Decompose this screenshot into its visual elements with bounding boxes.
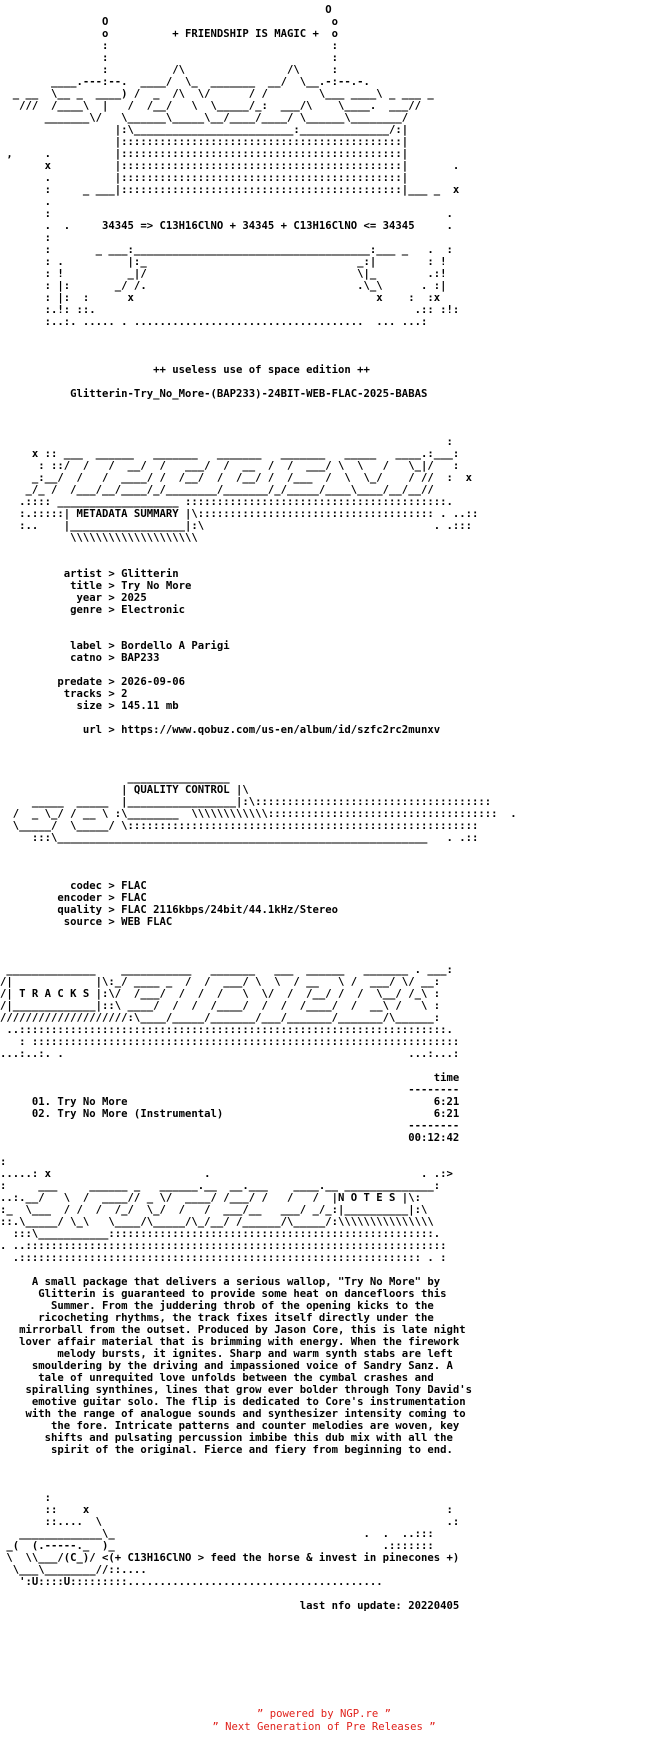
nfo-line: \\\\\\\\\\\\\\\\\\\\ (0, 532, 198, 544)
nfo-line: x :: ___ ______ _______ _______ _______ _____ ____.:___: (0, 448, 460, 460)
nfo-line: : |: : x x : :x (0, 292, 441, 304)
nfo-line: ____.---:--. ____/ \_ _______ __/ \__.-:--.-. (0, 76, 370, 88)
nfo-line: _( (.-----._ )_ .::::::: (0, 1540, 434, 1552)
nfo-line: .::::::::::::::::::::::::::::::::::::::::::::::::::::::::::::::: . : (0, 1252, 447, 1264)
nfo-line: quality > FLAC 2116kbps/24bit/44.1kHz/Stereo (0, 904, 339, 916)
nfo-line: with the range of analogue sounds and synthesizer intensity coming to (0, 1408, 466, 1420)
nfo-line: x |::::::::::::::::::::::::::::::::::::::::::::| . (0, 160, 460, 172)
nfo-line: spirit of the original. Fierce and fiery from beginning to end. (0, 1444, 453, 1456)
nfo-line: shifts and pulsating percussion imbibe this dub mix with all the (0, 1432, 453, 1444)
nfo-line: Summer. From the juddering throb of the opening kicks to the (0, 1300, 434, 1312)
nfo-line: : . (0, 208, 453, 220)
nfo-line: ________________ (0, 772, 230, 784)
nfo-line: time (0, 1072, 460, 1084)
nfo-line: :::\___________:::::::::::::::::::::::::::::::::::::::::::::::::::. (0, 1228, 441, 1240)
nfo-line: tale of unrequited love unfolds between the cymbal crashes and (0, 1372, 434, 1384)
nfo-line: codec > FLAC (0, 880, 147, 892)
nfo-line: _____ _____ |_________________|:\::::::::::::::::::::::::::::::::::::: (0, 796, 492, 808)
nfo-line: |::::::::::::::::::::::::::::::::::::::::::::| (0, 136, 409, 148)
nfo-line: A small package that delivers a serious wallop, "Try No More" by (0, 1276, 441, 1288)
nfo-line: ':U::::U:::::::::........................................ (0, 1576, 383, 1588)
nfo-line: _____________\_ . . ..::: (0, 1528, 434, 1540)
nfo-line: artist > Glitterin (0, 568, 179, 580)
nfo-line: ______________ ___________ _______ ___ ______ _______ . ___: (0, 964, 453, 976)
nfo-line: 01. Try No More 6:21 (0, 1096, 460, 1108)
nfo-line: , . |::::::::::::::::::::::::::::::::::::::::::::| (0, 148, 409, 160)
nfo-line: : ::::::::::::::::::::::::::::::::::::::::::::::::::::::::::::::::::: (0, 1036, 460, 1048)
nfo-line: : _ ___:_____________________________________:___ _ . : (0, 244, 453, 256)
nfo-line: -------- (0, 1120, 460, 1132)
nfo-line: genre > Electronic (0, 604, 185, 616)
nfo-line: :_ \___ / / / /_/ \_/ / / ___/__ ___/ _/_:|__________|:\ (0, 1204, 428, 1216)
nfo-line: \_____/ \_____/ \::::::::::::::::::::::::::::::::::::::::::::::::::::::: (0, 820, 479, 832)
nfo-line: ...:..:. . ...:...: (0, 1048, 460, 1060)
footer-powered-by[interactable]: ” powered by NGP.re ” (257, 1708, 391, 1720)
nfo-line: ..:::::::::::::::::::::::::::::::::::::::::::::::::::::::::::::::::::. (0, 1024, 453, 1036)
nfo-text-block (0, 4, 648, 1704)
nfo-line: O o (0, 16, 339, 28)
nfo-line: :..:. ..... . .................................... ... ...: (0, 316, 428, 328)
nfo-line: : ___ ______ _ ______.__ __.___ ____.__ ______________: (0, 1180, 441, 1192)
nfo-line: : . |:_ _:| : ! (0, 256, 447, 268)
nfo-line: -------- (0, 1084, 460, 1096)
nfo-line: the fore. Intricate patterns and counter melodies are woven, key (0, 1420, 460, 1432)
nfo-line: :::\__________________________________________________________ . .:: (0, 832, 479, 844)
nfo-line: :.!: ::. .:: :!: (0, 304, 460, 316)
nfo-line: :.:::::| METADATA SUMMARY |\::::::::::::::::::::::::::::::::::::: . ..:: (0, 508, 479, 520)
nfo-line: 00:12:42 (0, 1132, 460, 1144)
nfo-line: / _ \_/ / __ \ :\________ \\\\\\\\\\\\:::::::::::::::::::::::::::::::::::: . (0, 808, 517, 820)
nfo-line: Glitterin-Try_No_More-(BAP233)-24BIT-WEB-FLAC-2025-BABAS (0, 388, 428, 400)
nfo-line: : _ ___|::::::::::::::::::::::::::::::::::::::::::::|___ _ x (0, 184, 460, 196)
nfo-line: : (0, 436, 453, 448)
nfo-line: mirrorball from the outset. Produced by Jason Core, this is late night (0, 1324, 466, 1336)
nfo-line: _______\/ \______\_____\__/____/____/ \______\________/ (0, 112, 409, 124)
nfo-line: : ! _|/ \|_ .:! (0, 268, 447, 280)
nfo-line: | QUALITY CONTROL |\ (0, 784, 249, 796)
nfo-line: predate > 2026-09-06 (0, 676, 185, 688)
nfo-line: . |::::::::::::::::::::::::::::::::::::::::::::| (0, 172, 409, 184)
nfo-line: o + FRIENDSHIP IS MAGIC + o (0, 28, 339, 40)
nfo-line: url > https://www.qobuz.com/us-en/album/id/szfc2rc2munxv (0, 724, 441, 736)
nfo-line: . (0, 196, 52, 208)
nfo-line: ////////////////////:\____/_____/_______/___/_______/_______/\______: (0, 1012, 441, 1024)
nfo-line: lover affair material that is brimming with energy. When the firework (0, 1336, 460, 1348)
nfo-line: _/_ / /___/__/____/_/________/_______/_/_____/____\____/__/__// (0, 484, 434, 496)
nfo-line: /| T R A C K S |:\/ /___/ / / / \ \/ / /__/ / / \__/ /_\ : (0, 988, 441, 1000)
nfo-line: :: x : (0, 1504, 453, 1516)
nfo-line: \ \\___/(C_)/ <(+ C13H16ClNO > feed the horse & invest in pinecones +) (0, 1552, 460, 1564)
nfo-line: encoder > FLAC (0, 892, 147, 904)
nfo-line: : (0, 1492, 52, 1504)
nfo-line: : |: _/ /. .\_\ . :| (0, 280, 447, 292)
nfo-line: emotive guitar solo. The flip is dedicated to Core's instrumentation (0, 1396, 466, 1408)
nfo-line: Glitterin is guaranteed to provide some heat on dancefloors this (0, 1288, 447, 1300)
nfo-line: /|_____________|::\ ____/ / / /____/ / / /____/ / __\ / \ : (0, 1000, 441, 1012)
nfo-line: year > 2025 (0, 592, 147, 604)
nfo-line: spiralling synthines, lines that grow ever bolder through Tony David's (0, 1384, 472, 1396)
nfo-line: : ::/ / / __/ / ___/ / __ / / ___/ \ \ / \_|/ : (0, 460, 460, 472)
nfo-line: : : (0, 52, 339, 64)
nfo-line: _ __ \__ _ ____) / _ /\ \/ / / \___ ____\ _ ___ _ (0, 88, 434, 100)
nfo-line: /| |\:_/ ____ _ / / ___/ \ \ / __ \ / ___/ \/ __: (0, 976, 441, 988)
nfo-line: \___\________//::.... (0, 1564, 147, 1576)
nfo-line: |:\_________________________:______________/:| (0, 124, 409, 136)
nfo-line: source > WEB FLAC (0, 916, 173, 928)
nfo-line: smouldering by the driving and impassioned voice of Sandry Sanz. A (0, 1360, 453, 1372)
nfo-line: label > Bordello A Parigi (0, 640, 230, 652)
nfo-line: : (0, 232, 52, 244)
nfo-line: .:::: ___________________ :::::::::::::::::::::::::::::::::::::::::. (0, 496, 453, 508)
nfo-line: title > Try No More (0, 580, 192, 592)
nfo-line: O (0, 4, 332, 16)
nfo-line: ++ useless use of space edition ++ (0, 364, 370, 376)
nfo-line: : : (0, 40, 339, 52)
nfo-line: :.. |__________________|:\ . .::: (0, 520, 472, 532)
footer-tagline: ” Next Generation of Pre Releases ” (212, 1721, 436, 1733)
footer (0, 1708, 648, 1734)
nfo-line: : (0, 1156, 7, 1168)
nfo-line: _:__/ / / ____/ / /__/ / /__/ / /___ / \ \_/ / // : x (0, 472, 472, 484)
nfo-line: melody bursts, it ignites. Sharp and warm synth stabs are left (0, 1348, 453, 1360)
nfo-line: ::.\_____/ \_\ \____/\_____/\_/__/ /______/\_____/:\\\\\\\\\\\\\\\ (0, 1216, 434, 1228)
nfo-line: . ..:::::::::::::::::::::::::::::::::::::::::::::::::::::::::::::::::: (0, 1240, 447, 1252)
nfo-line: ::.... \ .: (0, 1516, 460, 1528)
nfo-line: : /\ /\ : (0, 64, 339, 76)
nfo-line: /// /____\ | / /__/ \ \_____/_: ___/\ \____. ___// (0, 100, 421, 112)
nfo-line: .....: x . . .:> (0, 1168, 453, 1180)
nfo-line: ..:.__/ \ / ____// _ \/ ____/ /___/ / / / |N O T E S |\: (0, 1192, 421, 1204)
nfo-line: . . 34345 => C13H16ClNO + 34345 + C13H16ClNO <= 34345 . (0, 220, 453, 232)
nfo-line: 02. Try No More (Instrumental) 6:21 (0, 1108, 460, 1120)
nfo-line: size > 145.11 mb (0, 700, 179, 712)
nfo-line: tracks > 2 (0, 688, 128, 700)
nfo-line: last nfo update: 20220405 (0, 1600, 460, 1612)
nfo-line: ricocheting rhythms, the track fixes itself directly under the (0, 1312, 434, 1324)
nfo-line: catno > BAP233 (0, 652, 160, 664)
